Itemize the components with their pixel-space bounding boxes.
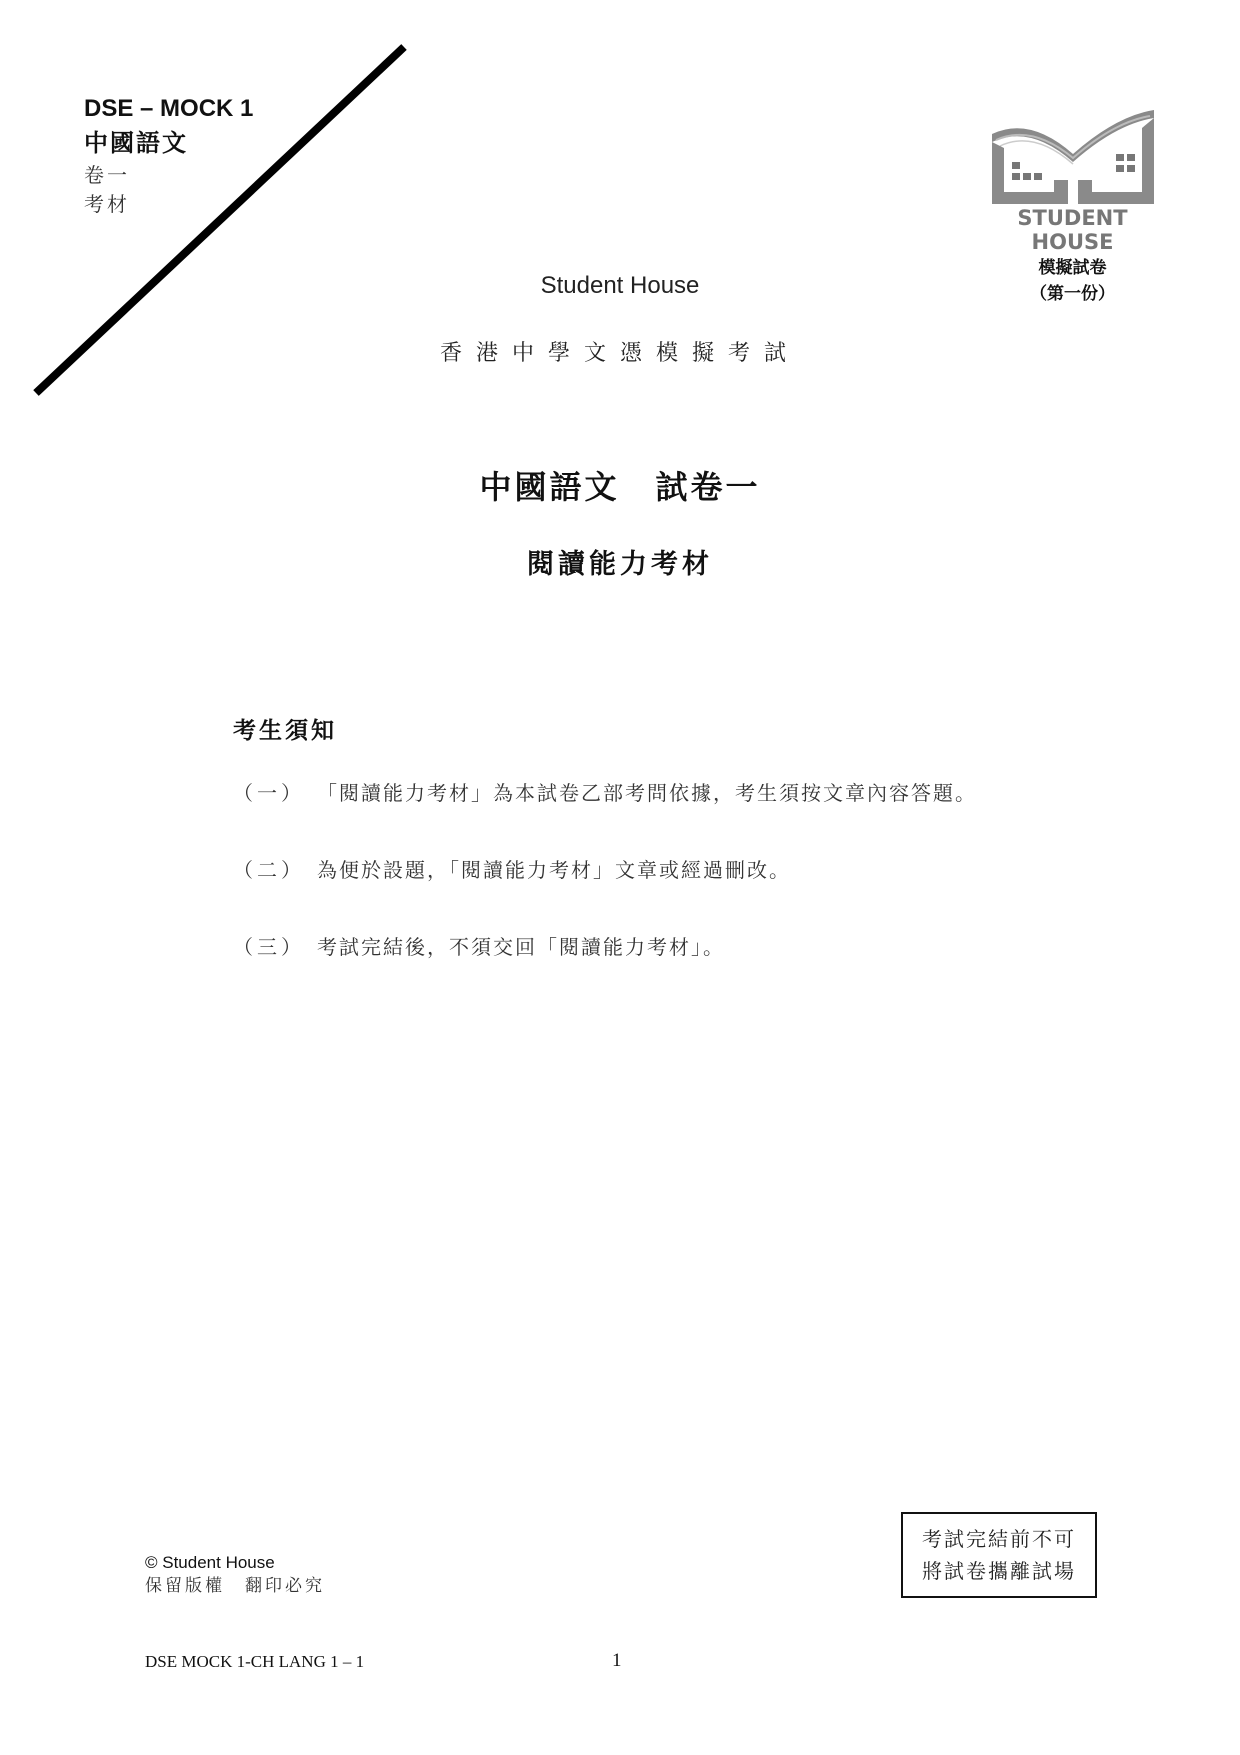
instruction-text: 為便於設題，「閱讀能力考材」文章或經過刪改。 — [317, 860, 791, 882]
copyright-rights: 保留版權 翻印必究 — [145, 1575, 325, 1595]
instruction-item — [233, 858, 1053, 884]
instructions-heading: 考生須知 — [233, 717, 337, 743]
instruction-number: （三） — [233, 937, 305, 959]
corner-paper: 卷一 — [84, 164, 130, 187]
exam-name: 香港中學文憑模擬考試 — [439, 340, 800, 365]
instruction-item — [233, 781, 1053, 807]
notice-line-1: 考試完結前不可 — [922, 1529, 1076, 1551]
copyright-holder: © Student House — [145, 1553, 275, 1572]
book-house-logo-icon — [990, 110, 1156, 208]
instruction-number: （二） — [233, 860, 305, 882]
footer-paper-code: DSE MOCK 1-CH LANG 1 – 1 — [145, 1652, 365, 1671]
instruction-item — [233, 935, 1053, 961]
organisation-name: Student House — [540, 272, 700, 299]
paper-subtitle: 閱讀能力考材 — [527, 549, 713, 579]
corner-exam-code: DSE – MOCK 1 — [84, 95, 254, 122]
paper-title — [0, 462, 1240, 508]
candidate-instructions — [233, 712, 1053, 1012]
corner-label — [84, 92, 253, 220]
instruction-text: 「閱讀能力考材」為本試卷乙部考問依據，考生須按文章內容答題。 — [317, 783, 977, 805]
logo-brand-text: STUDENT HOUSE — [1017, 206, 1128, 254]
page-number: 1 — [612, 1650, 622, 1671]
paper-number: 試卷一 — [655, 469, 761, 505]
corner-material: 考材 — [84, 193, 130, 216]
logo-mock-label: 模擬試卷 — [1038, 258, 1107, 277]
corner-subject: 中國語文 — [84, 129, 188, 157]
instruction-text: 考試完結後，不須交回「閱讀能力考材」。 — [317, 937, 725, 959]
notice-line-2: 將試卷攜離試場 — [922, 1561, 1076, 1583]
copyright-block — [145, 1552, 325, 1598]
instruction-number: （一） — [233, 783, 305, 805]
logo-set-label: （第一份） — [1030, 283, 1115, 303]
exam-notice-box — [901, 1512, 1097, 1598]
paper-subject: 中國語文 — [479, 469, 620, 505]
